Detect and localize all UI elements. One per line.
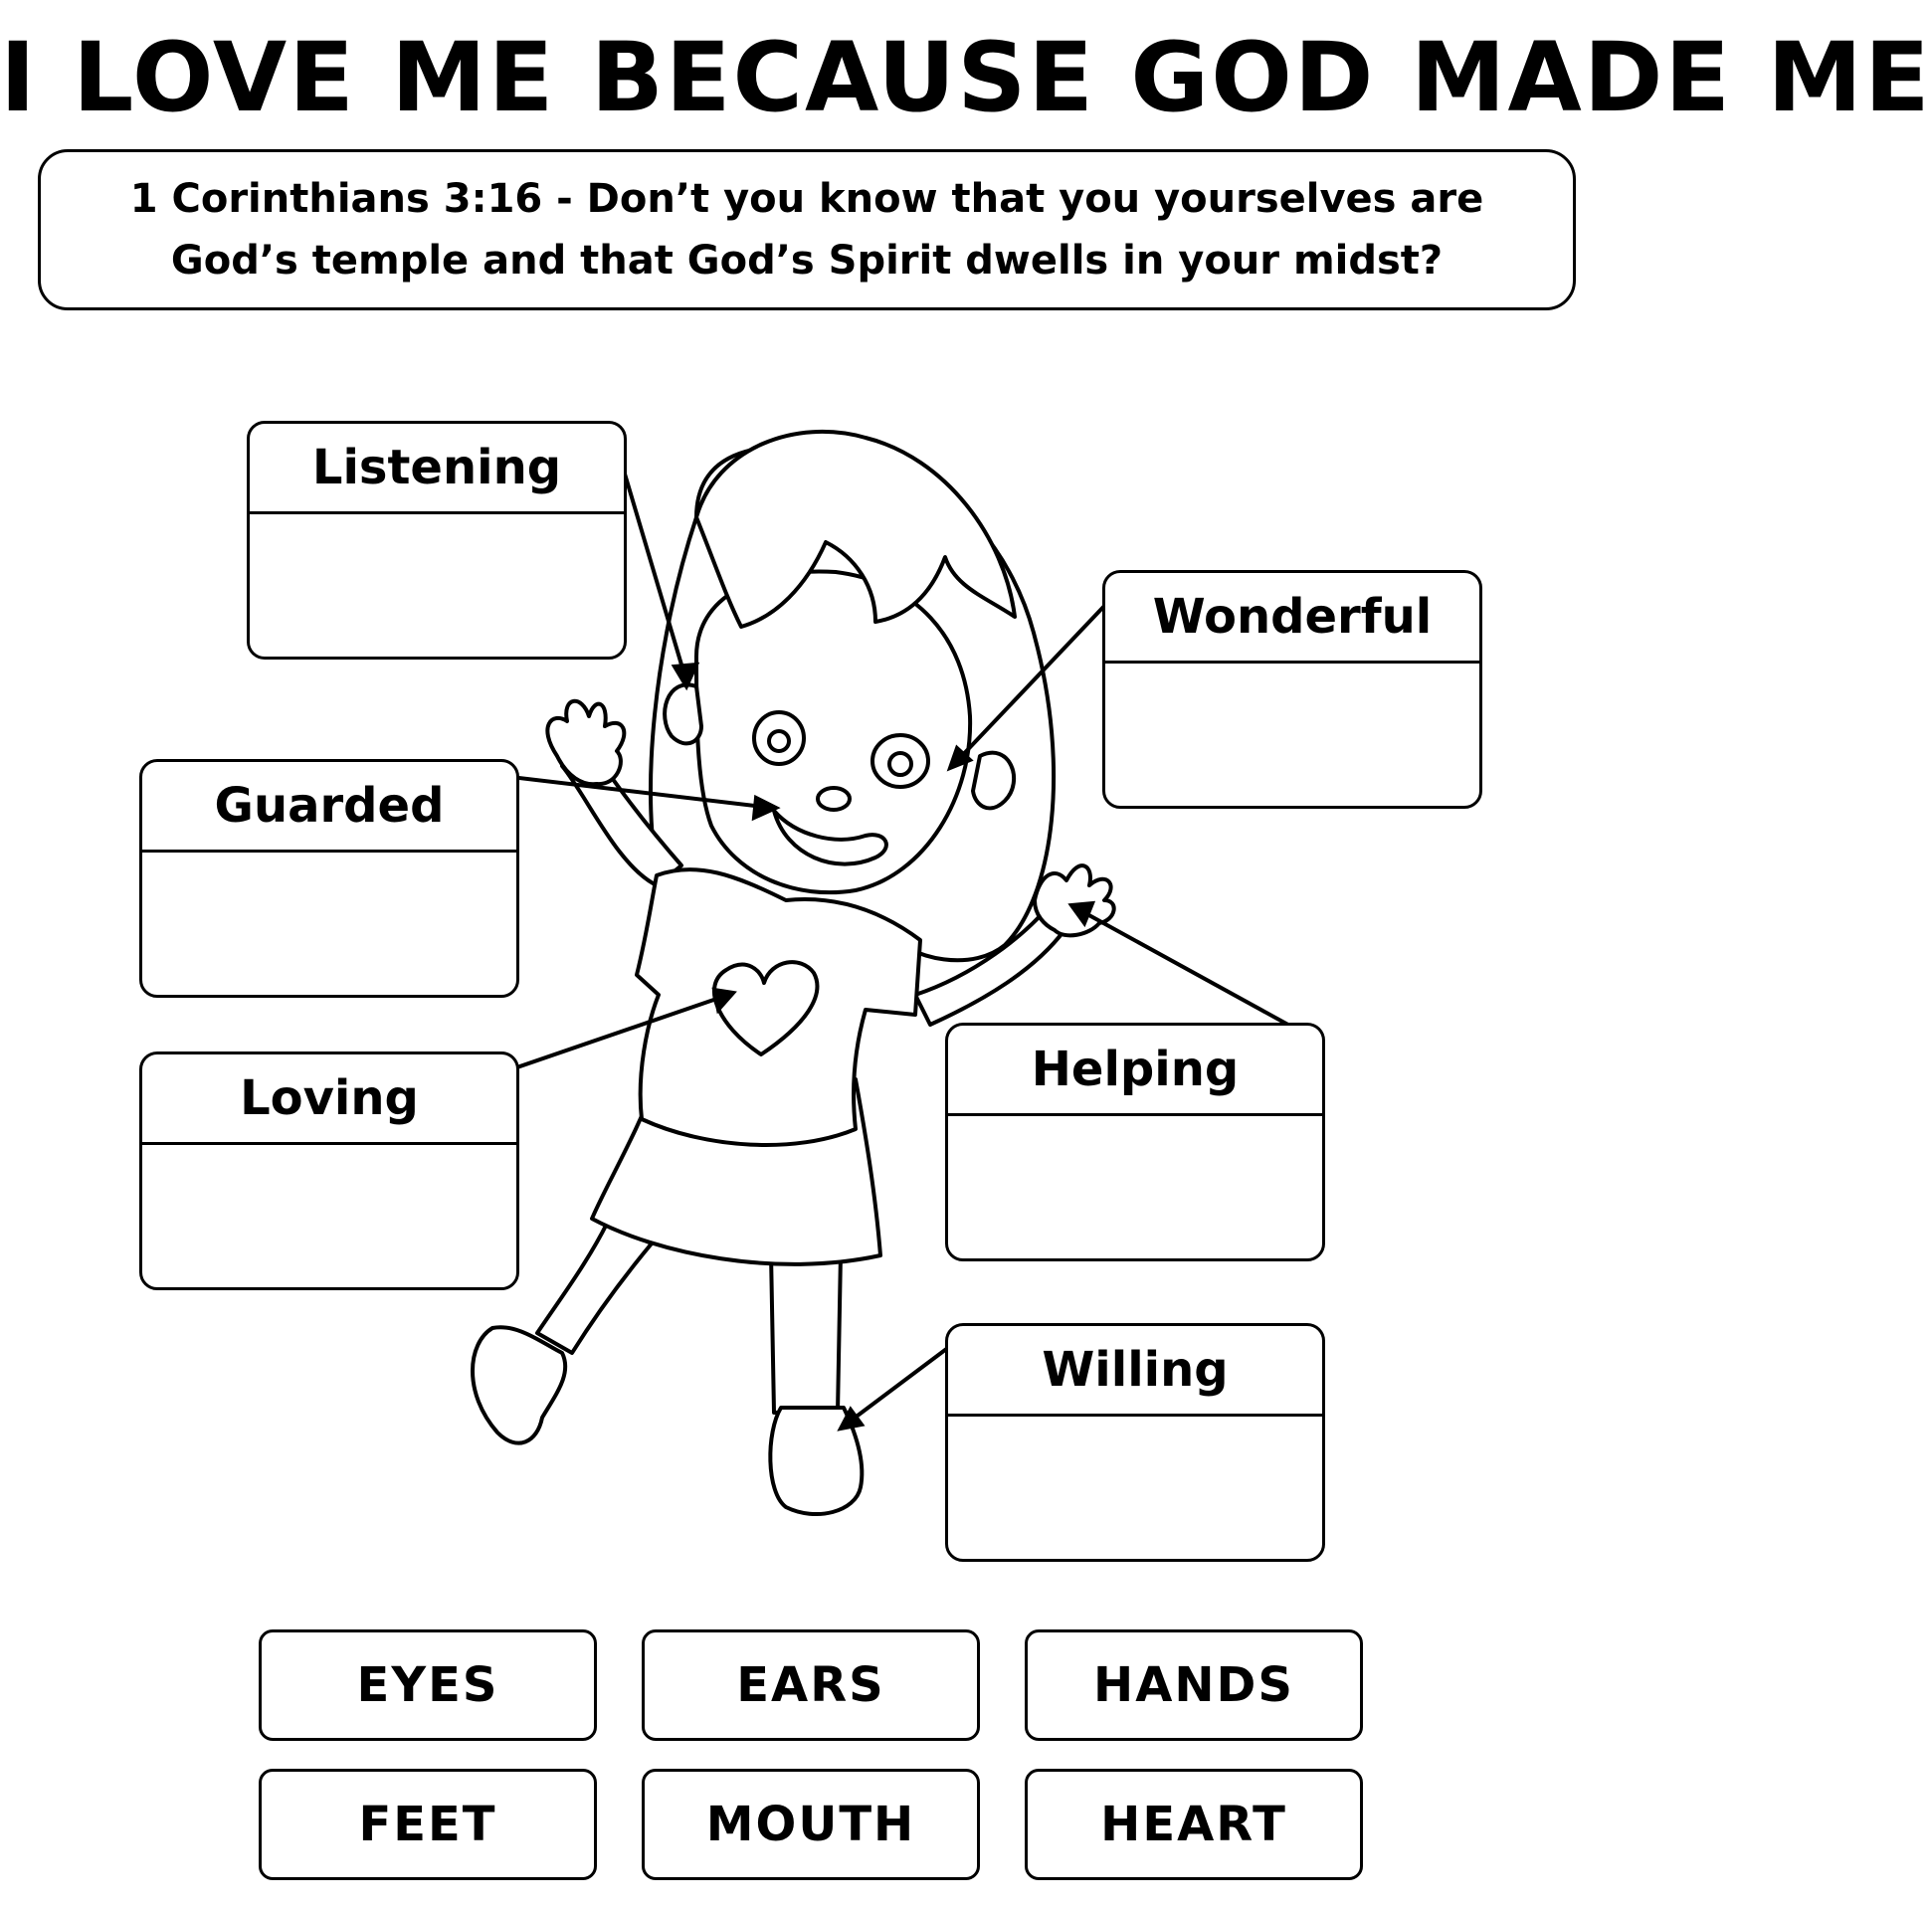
right-pupil-shape bbox=[889, 753, 911, 775]
label-loving: Loving bbox=[142, 1054, 516, 1145]
answer-field-willing[interactable] bbox=[948, 1417, 1322, 1561]
word-bank-item[interactable]: HANDS bbox=[1025, 1629, 1363, 1741]
left-pupil-shape bbox=[769, 731, 789, 751]
page-title: I LOVE ME BECAUSE GOD MADE ME bbox=[0, 22, 1932, 133]
word-bank-item[interactable]: HEART bbox=[1025, 1769, 1363, 1880]
word-bank-item[interactable]: EARS bbox=[642, 1629, 980, 1741]
verse-text: 1 Corinthians 3:16 - Don’t you know that you yourselves are God’s temple and that God’s Spirit dwells in your midst? bbox=[129, 176, 1484, 284]
label-box-wonderful bbox=[1102, 570, 1482, 809]
left-ear-shape bbox=[665, 684, 701, 743]
right-ear-shape bbox=[973, 753, 1014, 809]
label-box-listening bbox=[247, 421, 627, 660]
label-guarded: Guarded bbox=[142, 762, 516, 853]
word-bank-item[interactable]: EYES bbox=[259, 1629, 597, 1741]
label-box-guarded bbox=[139, 759, 519, 998]
answer-field-loving[interactable] bbox=[142, 1145, 516, 1289]
answer-field-guarded[interactable] bbox=[142, 853, 516, 997]
right-leg-shape bbox=[771, 1253, 841, 1413]
label-box-loving bbox=[139, 1051, 519, 1290]
answer-field-listening[interactable] bbox=[250, 514, 624, 659]
answer-field-helping[interactable] bbox=[948, 1116, 1322, 1260]
arrow-helping-hand bbox=[1076, 908, 1315, 1040]
left-shoe-shape bbox=[473, 1327, 565, 1442]
word-bank-item[interactable]: MOUTH bbox=[642, 1769, 980, 1880]
left-hand-shape bbox=[547, 701, 624, 784]
label-box-helping bbox=[945, 1023, 1325, 1261]
label-box-willing bbox=[945, 1323, 1325, 1562]
label-wonderful: Wonderful bbox=[1105, 573, 1479, 664]
right-hand-shape bbox=[1035, 865, 1114, 935]
answer-field-wonderful[interactable] bbox=[1105, 664, 1479, 808]
nose-shape bbox=[818, 788, 850, 810]
label-willing: Willing bbox=[948, 1326, 1322, 1417]
label-listening: Listening bbox=[250, 424, 624, 514]
left-leg-shape bbox=[537, 1224, 652, 1353]
label-helping: Helping bbox=[948, 1026, 1322, 1116]
word-bank-item[interactable]: FEET bbox=[259, 1769, 597, 1880]
